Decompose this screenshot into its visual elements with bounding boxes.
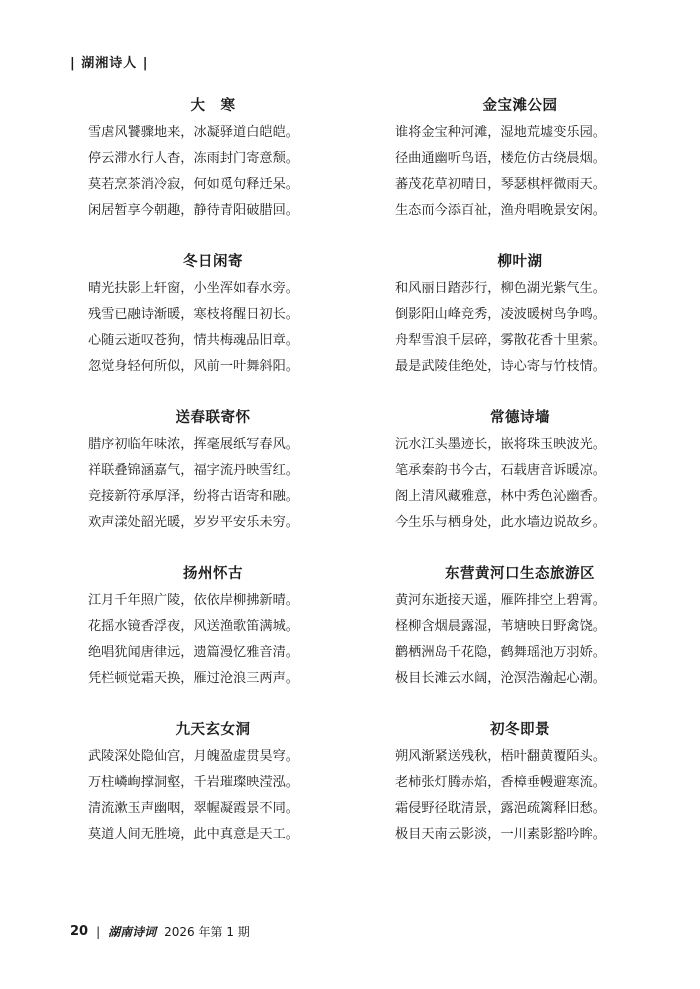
poem-line: 最是武陵佳绝处，诗心寄与竹枝情。 [395,359,606,374]
poem-title: 东营黄河口生态旅游区 [445,565,595,582]
poem [395,404,645,560]
poem-line: 和风丽日踏莎行，柳色湖光紫气生。 [395,281,606,296]
issue-label: 2026 年第 1 期 [164,925,250,939]
poem-title: 金宝滩公园 [482,97,558,114]
poem [395,248,645,404]
poem-line: 阁上清风藏雅意，林中秀色沁幽香。 [395,489,606,504]
poem-title: 冬日闲寄 [183,253,243,270]
poem-line: 武陵深处隐仙宫，月魄盈虚贯昊穹。 [88,749,299,764]
poem-line: 闲居暂享今朝趣，静待青阳破腊回。 [88,203,299,218]
poem-line: 径曲通幽听鸟语，楼危仿古绕晨烟。 [395,151,606,166]
poem-line: 莫若烹茶消冷寂，何如觅句释迁呆。 [88,177,299,192]
poem-line: 蕃茂花草初晴日，琴瑟棋枰微雨天。 [395,177,606,192]
poem-line: 清流漱玉声幽咽，翠幄凝霞景不同。 [88,801,299,816]
page-footer [70,923,250,940]
poem [88,248,338,404]
poem-line: 晴光扶影上轩窗，小坐浑如春水旁。 [88,281,299,296]
poem [395,560,645,716]
poem-title: 柳叶湖 [497,253,543,270]
poem-line: 极目长滩云水阔，沧溟浩瀚起心潮。 [395,671,606,686]
poem-line: 倒影阳山峰竞秀，凌波暖树鸟争鸣。 [395,307,606,322]
poem-line: 莫道人间无胜境，此中真意是天工。 [88,827,299,842]
poem [88,716,338,872]
poem-title: 送春联寄怀 [175,409,251,426]
poem-line: 江月千年照广陵，依依岸柳拂新晴。 [88,593,299,608]
poem-line: 笔承秦韵书今古，石载唐音诉暖凉。 [395,463,606,478]
poems-left-column [88,92,338,872]
poem-line: 老柿张灯腾赤焰，香樟垂幔避寒流。 [395,775,606,790]
journal-name: 湖南诗词 [108,925,157,939]
poem-title: 常德诗墙 [490,409,550,426]
poem-line: 今生乐与栖身处，此水墙边说故乡。 [395,515,606,530]
poem-line: 雪虐风饕骤地来，冰凝驿道白皑皑。 [88,125,299,140]
poem-line: 朔风渐紧送残秋，梧叶翻黄覆陌头。 [395,749,606,764]
poem [88,92,338,248]
poem-line: 绝唱犹闻唐律远，遗篇漫忆雅音清。 [88,645,299,660]
poem-line: 万柱嶙峋撑洞壑，千岩璀璨映滢泓。 [88,775,299,790]
poem [88,560,338,716]
poem-line: 黄河东逝接天遥，雁阵排空上碧霄。 [395,593,606,608]
poem-title: 初冬即景 [490,721,550,738]
poems-right-column [395,92,645,872]
poem-line: 欢声漾处韶光暖，岁岁平安乐未穷。 [88,515,299,530]
poem-line: 舟犁雪浪千层碎，雾散花香十里萦。 [395,333,606,348]
poem-title: 大 寒 [190,97,236,114]
poem-line: 竞接新符承厚泽，纷将古语寄和融。 [88,489,299,504]
poem-line: 心随云逝叹苍狗，情共梅魂品旧章。 [88,333,299,348]
poem-line: 忽觉身轻何所似，风前一叶舞斜阳。 [88,359,299,374]
poem-line: 柽柳含烟晨露湿，苇塘映日野禽饶。 [395,619,606,634]
poem-line: 花摇水镜香浮夜，风送渔歌笛满城。 [88,619,299,634]
poem [395,92,645,248]
poem-line: 祥联叠锦涵嘉气，福字流丹映雪红。 [88,463,299,478]
poem-line: 沅水江头墨迹长，嵌将珠玉映波光。 [395,437,606,452]
poem-line: 谁将金宝种河滩，湿地荒墟变乐园。 [395,125,606,140]
poem-line: 鹳栖洲岛千花隐，鹤舞瑶池万羽娇。 [395,645,606,660]
poem-line: 腊序初临年味浓，挥毫展纸写春风。 [88,437,299,452]
poem [395,716,645,872]
poem [88,404,338,560]
poem-line: 凭栏顿觉霜天换，雁过沧浪三两声。 [88,671,299,686]
page-number: 20 [70,924,89,939]
section-header: | 湖湘诗人 | [70,56,149,71]
poem-line: 残雪已融诗渐暖，寒枝将醒日初长。 [88,307,299,322]
poem-line: 极目天南云影淡，一川素影豁吟眸。 [395,827,606,842]
poem-line: 停云滞水行人杳，冻雨封门寄意颓。 [88,151,299,166]
footer-separator: | [96,924,101,939]
poem-line: 生态而今添百祉，渔舟唱晚景安闲。 [395,203,606,218]
poem-title: 九天玄女洞 [175,721,251,738]
poem-title: 扬州怀古 [183,565,243,582]
poem-line: 霜侵野径耽清景，露浥疏篱释旧愁。 [395,801,606,816]
